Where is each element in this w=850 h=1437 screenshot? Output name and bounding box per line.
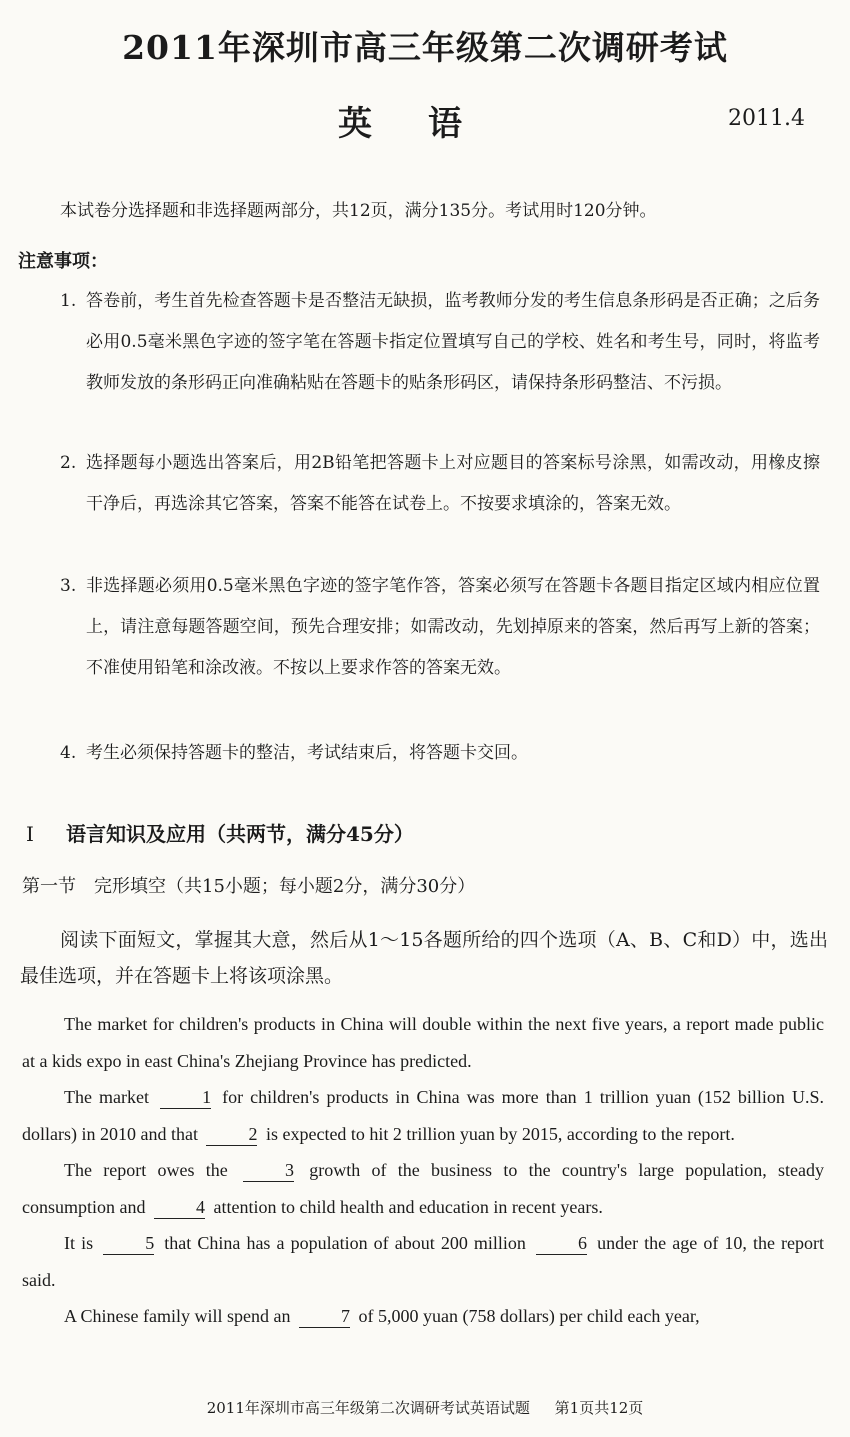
notice-item-text: 答卷前，考生首先检查答题卡是否整洁无缺损，监考教师分发的考生信息条形码是否正确；之后务必用0.5毫米黑色字迹的签字笔在答题卡指定位置填写自己的学校、姓名和考生号，同时，将监考教师发放的条形码正向准确粘贴在答题卡的贴条形码区，请保持条形码整洁、不污损。 <box>86 291 820 393</box>
passage-text: growth of the business to the country's large population, steady consumption and <box>22 1160 824 1217</box>
passage-text: The report owes the <box>64 1160 228 1180</box>
footer-page-number: 第1页共12页 <box>554 1399 644 1417</box>
passage-paragraph: The market for children's products in China will double within the next five years, a report made public at a kids expo in east China's Zhejiang Province has predicted. <box>22 1014 824 1071</box>
passage-text: under the age of 10, the report said. <box>22 1233 825 1290</box>
notice-item <box>60 566 820 689</box>
exam-title: 2011年深圳市高三年级第二次调研考试 <box>122 28 728 67</box>
footer-title: 2011年深圳市高三年级第二次调研考试英语试题 <box>206 1399 530 1417</box>
notice-item-text: 非选择题必须用0.5毫米黑色字迹的签字笔作答，答案必须写在答题卡各题目指定区域内相应位置上，请注意每题答题空间，预先合理安排；如需改动，先划掉原来的答案，然后再写上新的答案；不准使用铅笔和涂改液。不按以上要求作答的答案无效。 <box>86 576 820 678</box>
passage-text: of 5,000 yuan (758 dollars) per child each year, <box>358 1306 700 1326</box>
passage-text: that China has a population of about 200 million <box>164 1233 526 1253</box>
notice-item-number: 2. <box>60 453 77 473</box>
notice-item-text: 选择题每小题选出答案后，用2B铅笔把答题卡上对应题目的答案标号涂黑，如需改动，用橡皮擦干净后，再选涂其它答案，答案不能答在试卷上。不按要求填涂的，答案无效。 <box>86 453 820 514</box>
passage-text: for children's products in China was more than 1 trillion yuan (152 billion U.S. dollars) in 2010 and that <box>22 1087 824 1144</box>
cloze-blank: 4 <box>154 1196 205 1219</box>
notice-item-text: 考生必须保持答题卡的整洁，考试结束后，将答题卡交回。 <box>86 743 528 763</box>
section-heading: 第一节 完形填空（共15小题；每小题2分，满分30分） <box>22 876 476 897</box>
passage-text: is expected to hit 2 trillion yuan by 2015, according to the report. <box>265 1123 735 1144</box>
passage-paragraph <box>22 1079 824 1152</box>
cloze-blank: 7 <box>299 1305 350 1328</box>
notice-item-number: 3. <box>60 576 77 596</box>
cloze-blank: 6 <box>536 1232 587 1255</box>
cloze-blank: 1 <box>160 1086 211 1109</box>
cloze-blank: 2 <box>206 1123 257 1146</box>
page-footer <box>0 1397 850 1418</box>
notice-item-number: 1. <box>60 291 77 311</box>
passage-paragraph <box>22 1298 824 1335</box>
notice-heading: 注意事项： <box>18 251 108 272</box>
passage-paragraph <box>22 1225 824 1298</box>
part-number: I <box>26 822 34 846</box>
passage-text: A Chinese family will spend an <box>64 1306 291 1326</box>
cloze-blank: 3 <box>243 1159 294 1182</box>
notice-item <box>60 443 820 525</box>
passage-text: The market <box>64 1087 150 1107</box>
passage-paragraph <box>22 1152 824 1225</box>
notice-item <box>60 281 820 404</box>
cloze-blank: 5 <box>103 1232 154 1255</box>
intro-text: 本试卷分选择题和非选择题两部分，共12页，满分135分。考试用时120分钟。 <box>60 201 657 221</box>
notice-item <box>60 733 820 774</box>
cloze-passage <box>22 1006 824 1335</box>
notice-item-number: 4. <box>60 743 77 763</box>
part-title: 语言知识及应用（共两节，满分45分） <box>66 822 414 846</box>
section-instructions: 阅读下面短文，掌握其大意，然后从1～15各题所给的四个选项（A、B、C和D）中，选出最佳选项，并在答题卡上将该项涂黑。 <box>20 929 828 987</box>
subject-title: 英语 <box>338 104 518 144</box>
part-heading <box>26 818 414 847</box>
exam-date: 2011.4 <box>728 106 805 131</box>
passage-text: attention to child health and education in recent years. <box>213 1196 603 1217</box>
passage-text: It is <box>64 1233 94 1253</box>
